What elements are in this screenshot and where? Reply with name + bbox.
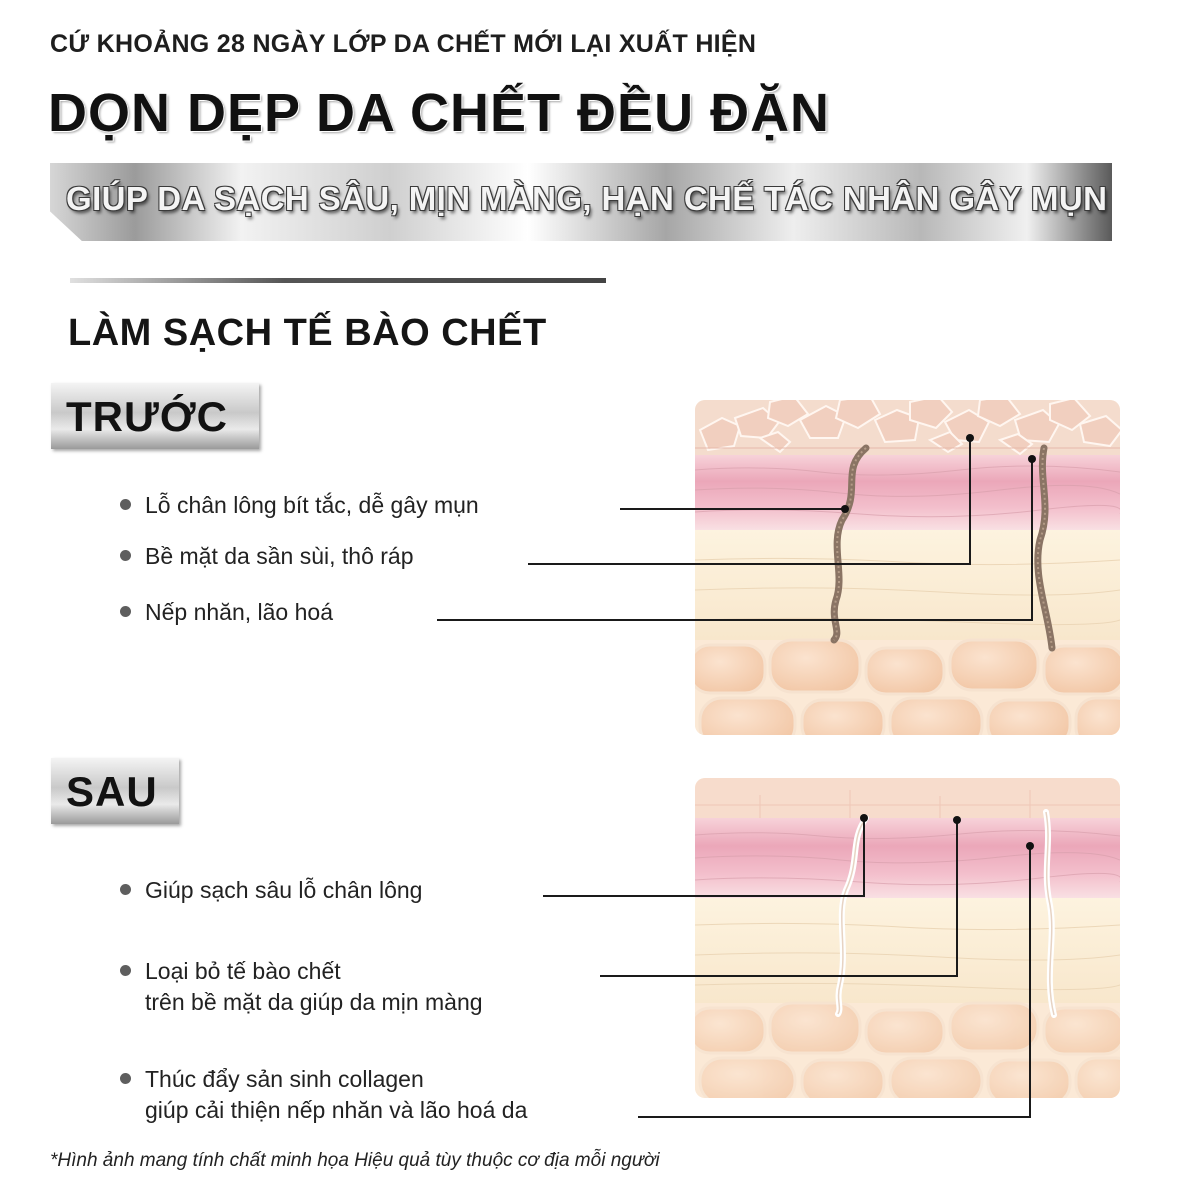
after-tag-label: SAU (66, 768, 158, 815)
leader-dot (1028, 455, 1036, 463)
eyebrow-heading: CỨ KHOẢNG 28 NGÀY LỚP DA CHẾT MỚI LẠI XUẤT HIỆN (50, 30, 757, 58)
after-item-deep-clean: Giúp sạch sâu lỗ chân lông (145, 877, 423, 903)
section-title: LÀM SẠCH TẾ BÀO CHẾT (68, 312, 547, 354)
before-skin-block (690, 396, 1136, 748)
leader-dot (953, 816, 961, 824)
after-item-collagen-line2: giúp cải thiện nếp nhăn và lão hoá da (145, 1097, 528, 1123)
leader-dot (841, 505, 849, 513)
after-epidermis-layer (695, 818, 1120, 898)
footnote: *Hình ảnh mang tính chất minh họa Hiệu quả tùy thuộc cơ địa mỗi người (50, 1150, 660, 1171)
after-dermis-layer (695, 898, 1120, 1003)
before-item-clogged-pores: Lỗ chân lông bít tắc, dễ gây mụn (145, 492, 479, 518)
main-headline: DỌN DẸP DA CHẾT ĐỀU ĐẶN (48, 83, 831, 143)
leader-dot (1026, 842, 1034, 850)
leader-dot (966, 434, 974, 442)
leader-dot (860, 814, 868, 822)
before-dermis-layer (695, 530, 1120, 640)
after-skin-block (690, 778, 1136, 1104)
before-item-rough-surface: Bề mặt da sần sùi, thô ráp (145, 543, 414, 569)
before-item-wrinkles: Nếp nhăn, lão hoá (145, 599, 333, 625)
after-item-collagen-line1: Thúc đẩy sản sinh collagen (145, 1066, 424, 1092)
after-item-remove-dead-cells-line1: Loại bỏ tế bào chết (145, 958, 341, 984)
after-smooth-surface (695, 778, 1120, 818)
banner-text: GIÚP DA SẠCH SÂU, MỊN MÀNG, HẠN CHẾ TÁC NHÂN GÂY MỤN (66, 180, 1108, 217)
after-item-remove-dead-cells-line2: trên bề mặt da giúp da mịn màng (145, 989, 483, 1015)
before-tag-label: TRƯỚC (66, 393, 228, 440)
